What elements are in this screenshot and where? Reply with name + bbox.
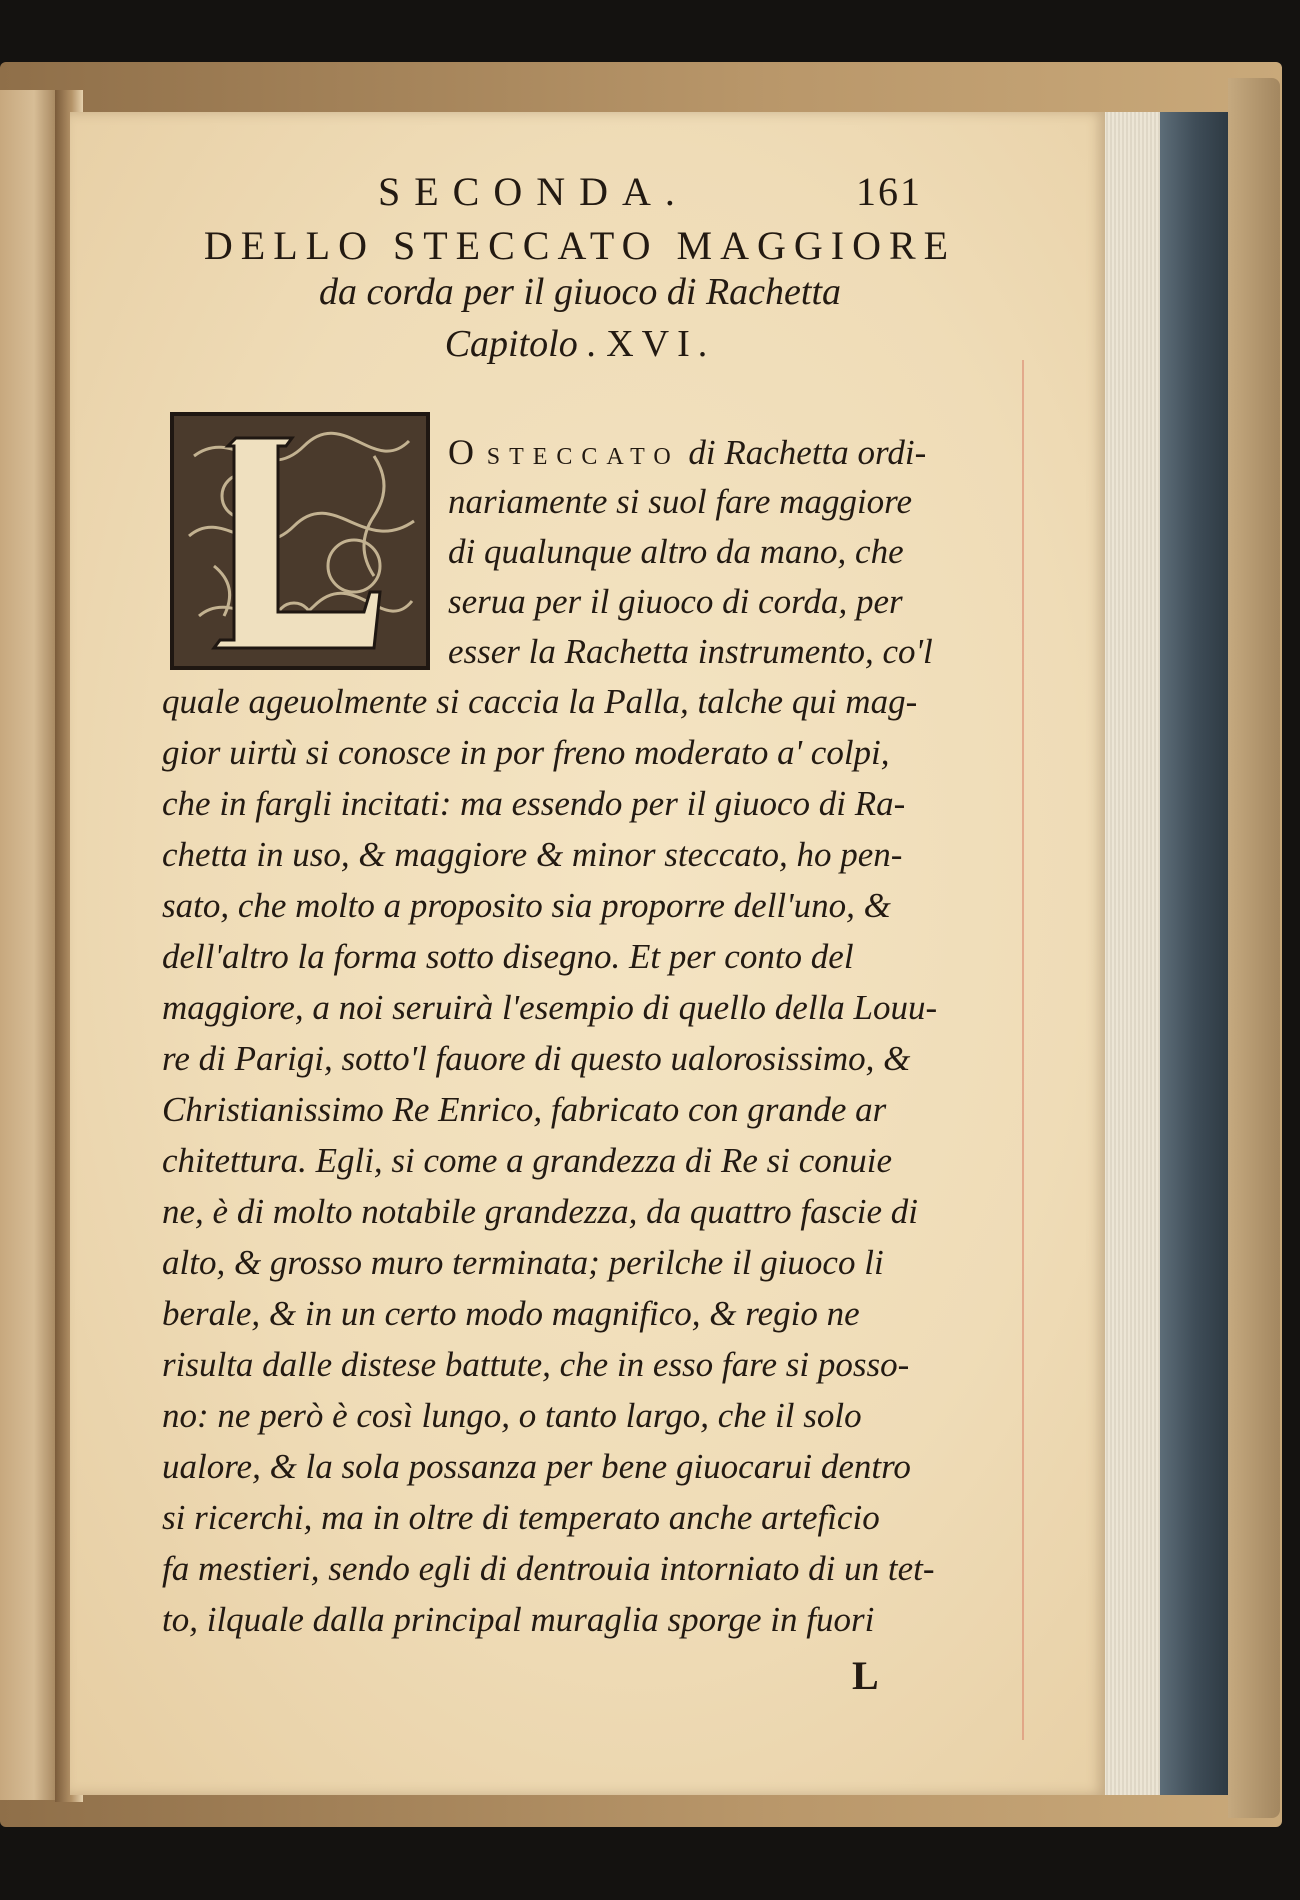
text-line: che in fargli incitati: ma essendo per il giuoco di Ra- bbox=[162, 784, 906, 823]
text-line: nariamente si suol fare maggiore bbox=[448, 482, 913, 521]
text-line: re di Parigi, sotto'l fauore di questo ualorosissimo, & bbox=[162, 1039, 911, 1078]
decorated-initial-letter bbox=[170, 412, 430, 670]
text-line: si ricerchi, ma in oltre di temperato anche artefìcio bbox=[162, 1498, 880, 1537]
text-line-1 bbox=[448, 430, 926, 474]
first-line-caps: STECCATO bbox=[486, 444, 680, 470]
running-head bbox=[378, 168, 988, 218]
text-line: chitettura. Egli, si come a grandezza di Re si conuie bbox=[162, 1141, 893, 1180]
text-line: gior uirtù si conosce in por freno moderato a' colpi, bbox=[162, 733, 890, 772]
woodcut-ornament-icon bbox=[174, 416, 426, 666]
text-line: serua per il giuoco di corda, per bbox=[448, 582, 903, 621]
chapter-label: Capitolo . bbox=[444, 323, 597, 365]
text-line: di qualunque altro da mano, che bbox=[448, 532, 904, 571]
text-line: fa mestieri, sendo egli di dentrouia intorniato di un tet- bbox=[162, 1549, 935, 1588]
text-line: quale ageuolmente si caccia la Palla, talche qui mag- bbox=[162, 682, 918, 721]
text-line: ne, è di molto notabile grandezza, da quattro fascie di bbox=[162, 1192, 919, 1231]
signature-mark: L bbox=[852, 1653, 879, 1698]
text-line: dell'altro la forma sotto disegno. Et per conto del bbox=[162, 937, 854, 976]
chapter-subtitle: da corda per il giuoco di Rachetta bbox=[318, 271, 842, 313]
text-line: alto, & grosso muro terminata; perilche il giuoco li bbox=[162, 1243, 884, 1282]
running-head-word: SECONDA. bbox=[378, 169, 689, 214]
text-line: to, ilquale dalla principal muraglia sporge in fuori bbox=[162, 1600, 875, 1639]
chapter-number-line bbox=[160, 322, 1000, 366]
initial-letter-text: L bbox=[299, 566, 301, 567]
text-line: Christianissimo Re Enrico, fabricato con grande ar bbox=[162, 1090, 887, 1129]
first-line-letter: O bbox=[448, 432, 478, 472]
text-line: esser la Rachetta instrumento, co'l bbox=[448, 632, 933, 671]
chapter-number: XVI. bbox=[606, 323, 716, 365]
text-line: berale, & in un certo modo magnifico, & regio ne bbox=[162, 1294, 860, 1333]
text-line: no: ne però è così lungo, o tanto largo, che il solo bbox=[162, 1396, 862, 1435]
first-line-rest: di Rachetta ordi- bbox=[688, 433, 927, 472]
text-line: ualore, & la sola possanza per bene giuocarui dentro bbox=[162, 1447, 911, 1486]
text-line: sato, che molto a proposito sia proporre dell'uno, & bbox=[162, 886, 891, 925]
text-line: risulta dalle distese battute, che in esso fare si posso- bbox=[162, 1345, 910, 1384]
text-line: maggiore, a noi seruirà l'esempio di quello della Louu- bbox=[162, 988, 938, 1027]
page-number: 161 bbox=[856, 169, 922, 214]
text-line: chetta in uso, & maggiore & minor steccato, ho pen- bbox=[162, 835, 903, 874]
chapter-title: DELLO STECCATO MAGGIORE bbox=[203, 223, 957, 268]
